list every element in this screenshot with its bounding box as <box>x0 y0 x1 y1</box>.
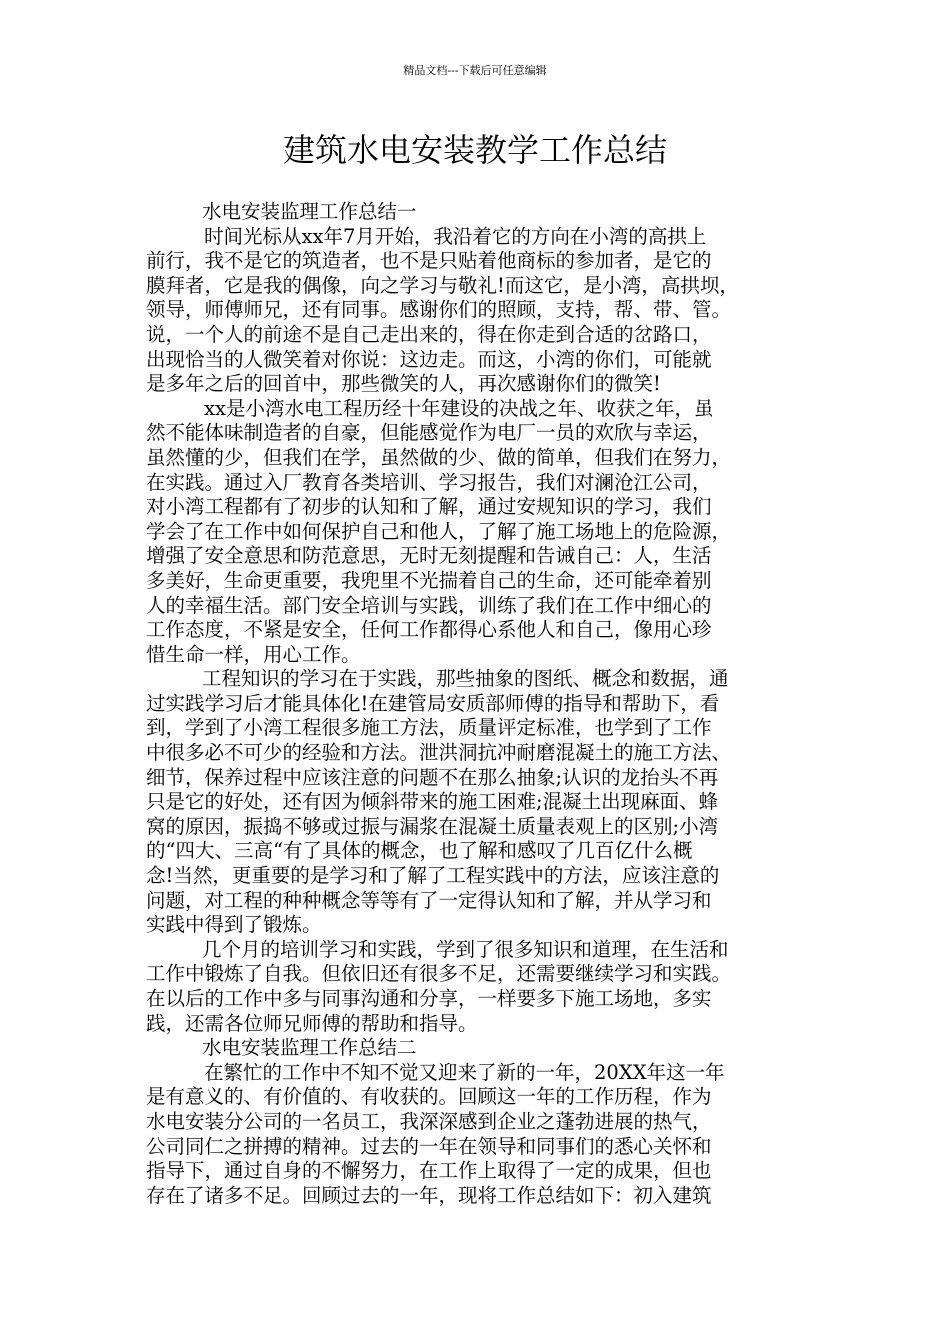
text-line: 出现恰当的人微笑着对你说：这边走。而这，小湾的你们，可能就 <box>146 347 712 371</box>
text-line: 过实践学习后才能具体化!在建管局安质部师傅的指导和帮助下，看 <box>146 691 720 715</box>
text-line: 公司同仁之拼搏的精神。过去的一年在领导和同事们的悉心关怀和 <box>146 1134 712 1158</box>
document-body <box>146 200 828 1208</box>
text-line: 工程知识的学习在于实践，那些抽象的图纸、概念和数据，通 <box>202 667 729 691</box>
text-line: 领导，师傅师兄，还有同事。感谢你们的照顾，支持，帮、带、管。 <box>146 298 732 322</box>
text-line: 工作中锻炼了自我。但依旧还有很多不足，还需要继续学习和实践。 <box>146 962 732 986</box>
text-line: 只是它的好处，还有因为倾斜带来的施工困难;混凝土出现麻面、蜂 <box>146 790 719 814</box>
text-line: 惜生命一样，用心工作。 <box>146 642 361 666</box>
text-line: 中很多必不可少的经验和方法。泄洪洞抗冲耐磨混凝土的施工方法、 <box>146 741 732 765</box>
text-line: 多美好，生命更重要，我兜里不光揣着自己的生命，还可能牵着别 <box>146 568 712 592</box>
text-line: 前行，我不是它的筑造者，也不是只贴着他商标的参加者，是它的 <box>146 249 712 273</box>
text-line: 说，一个人的前途不是自己走出来的，得在你走到合适的岔路口， <box>146 322 712 346</box>
document-title: 建筑水电安装教学工作总结 <box>282 131 667 169</box>
text-line: 水电安装分公司的一名员工，我深深感到企业之蓬勃进展的热气， <box>146 1109 712 1133</box>
text-line: 指导下，通过自身的不懈努力，在工作上取得了一定的成果，但也 <box>146 1159 712 1183</box>
text-line: 实践中得到了锻炼。 <box>146 913 322 937</box>
text-line: 水电安装监理工作总结二 <box>202 1036 417 1060</box>
text-line: 工作态度，不紧是安全，任何工作都得心系他人和自己，像用心珍 <box>146 618 712 642</box>
text-line: 增强了安全意思和防范意思，无时无刻提醒和告诫自己：人，生活 <box>146 544 712 568</box>
text-line: 的“四大、三高“有了具体的概念，也了解和感叹了几百亿什么概 <box>146 839 693 863</box>
text-line: 在以后的工作中多与同事沟通和分享，一样要多下施工场地，多实 <box>146 987 712 1010</box>
text-line: 膜拜者，它是我的偶像，向之学习与敬礼!而这它，是小湾，高拱坝， <box>146 273 739 297</box>
text-line: 对小湾工程都有了初步的认知和了解，通过安规知识的学习，我们 <box>146 495 712 519</box>
text-line: 是多年之后的回首中，那些微笑的人，再次感谢你们的微笑! <box>146 372 661 396</box>
text-line: 存在了诸多不足。回顾过去的一年，现将工作总结如下：初入建筑 <box>146 1183 712 1207</box>
text-line: 到，学到了小湾工程很多施工方法，质量评定标准，也学到了工作 <box>146 716 712 740</box>
text-line: 细节，保养过程中应该注意的问题不在那么抽象;认识的龙抬头不再 <box>146 765 719 789</box>
text-line: 践，还需各位师兄师傅的帮助和指导。 <box>146 1011 478 1035</box>
text-line: 窝的原因，振捣不够或过振与漏浆在混凝土质量表观上的区别;小湾 <box>146 814 719 838</box>
text-line: 问题，对工程的种种概念等等有了一定得认知和了解，并从学习和 <box>146 888 712 912</box>
text-line: 人的幸福生活。部门安全培训与实践，训练了我们在工作中细心的 <box>146 593 712 617</box>
text-line: 时间光标从xx年7月开始，我沿着它的方向在小湾的高拱上 <box>204 224 707 248</box>
text-line: 几个月的培训学习和实践，学到了很多知识和道理，在生活和 <box>202 937 729 961</box>
text-line: 在实践。通过入厂教育各类培训、学习报告，我们对澜沧江公司， <box>146 470 712 494</box>
text-line: 是有意义的、有价值的、有收获的。回顾这一年的工作历程，作为 <box>146 1085 712 1109</box>
text-line: 水电安装监理工作总结一 <box>202 200 417 223</box>
text-line: 虽然懂的少，但我们在学，虽然做的少、做的简单，但我们在努力， <box>146 445 732 469</box>
text-line: 在繁忙的工作中不知不觉又迎来了新的一年，20XX年这一年 <box>204 1060 725 1084</box>
text-line: 学会了在工作中如何保护自己和他人，了解了施工场地上的危险源， <box>146 519 732 543</box>
text-line: 然不能体味制造者的自豪，但能感觉作为电厂一员的欢欣与幸运， <box>146 421 712 445</box>
text-line: 念!当然，更重要的是学习和了解了工程实践中的方法，应该注意的 <box>146 864 720 888</box>
text-line: xx是小湾水电工程历经十年建设的决战之年、收获之年，虽 <box>204 396 714 420</box>
header-note: 精品文档---下载后可任意编辑 <box>403 64 547 77</box>
